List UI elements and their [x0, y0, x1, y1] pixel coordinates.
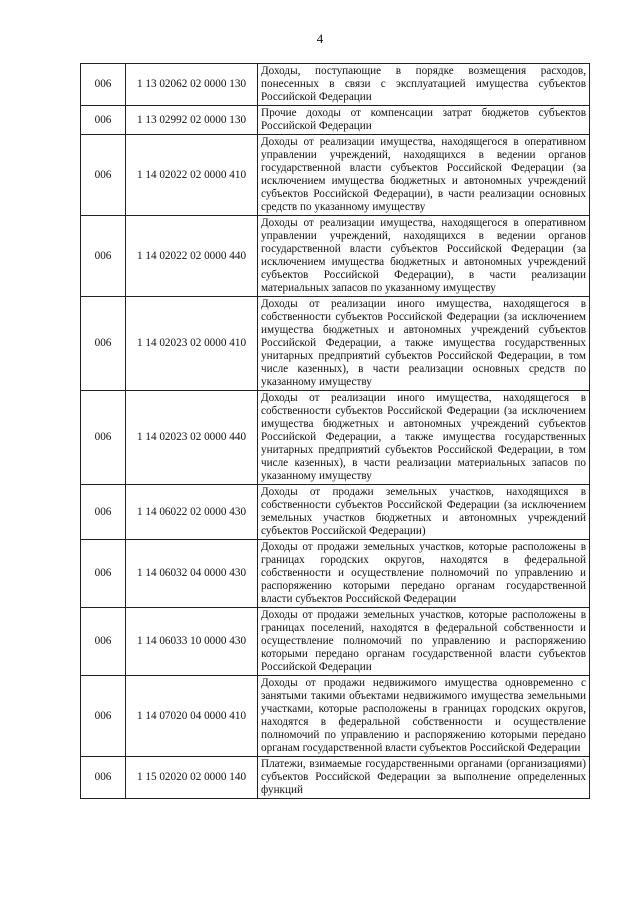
budget-code-cell: 1 14 02022 02 0000 440	[126, 216, 258, 297]
page-number: 4	[316, 31, 324, 46]
admin-code-cell: 006	[81, 608, 126, 676]
table-row	[81, 216, 590, 297]
budget-code-cell: 1 14 02023 02 0000 410	[126, 297, 258, 391]
revenue-description-cell: Доходы от продажи земельных участков, находящихся в собственности субъектов Российской Федерации (за исключением земельных участков бюджетных и автономных учреждений субъектов Российской Федерации)	[258, 485, 590, 540]
admin-code-cell: 006	[81, 106, 126, 135]
admin-code-cell: 006	[81, 64, 126, 106]
revenue-description-cell: Доходы от реализации имущества, находящегося в оперативном управлении учреждений, находящихся в ведении органов государственной власти субъектов Российской Федерации (за исключением имущества бюджетных и автономных учреждений субъектов Российской Федерации), в части реализации основных средств по указанному имуществу	[258, 135, 590, 216]
admin-code-cell: 006	[81, 216, 126, 297]
revenue-description-cell: Доходы, поступающие в порядке возмещения расходов, понесенных в связи с эксплуатацией имущества субъектов Российской Федерации	[258, 64, 590, 106]
budget-code-cell: 1 14 06033 10 0000 430	[126, 608, 258, 676]
table-row	[81, 297, 590, 391]
budget-code-cell: 1 14 02023 02 0000 440	[126, 391, 258, 485]
revenue-description-cell: Доходы от реализации имущества, находящегося в оперативном управлении учреждений, находящихся в ведении органов государственной власти субъектов Российской Федерации (за исключением имущества бюджетных и автономных учреждений субъектов Российской Федерации), в части реализации материальных запасов по указанному имуществу	[258, 216, 590, 297]
budget-code-cell: 1 14 07020 04 0000 410	[126, 676, 258, 757]
admin-code-cell: 006	[81, 135, 126, 216]
table-row	[81, 540, 590, 608]
admin-code-cell: 006	[81, 676, 126, 757]
table-body	[81, 64, 590, 799]
revenue-description-cell: Доходы от реализации иного имущества, находящегося в собственности субъектов Российской Федерации (за исключением имущества бюджетных и автономных учреждений субъектов Российской Федерации, а также имущества государственных унитарных предприятий субъектов Российской Федерации, в том числе казенных), в части реализации основных средств по указанному имуществу	[258, 297, 590, 391]
table-row	[81, 106, 590, 135]
admin-code-cell: 006	[81, 297, 126, 391]
table-row	[81, 135, 590, 216]
budget-code-cell: 1 14 02022 02 0000 410	[126, 135, 258, 216]
admin-code-cell: 006	[81, 757, 126, 799]
admin-code-cell: 006	[81, 540, 126, 608]
table-row	[81, 64, 590, 106]
table-row	[81, 757, 590, 799]
admin-code-cell: 006	[81, 485, 126, 540]
admin-code-cell: 006	[81, 391, 126, 485]
table-row	[81, 391, 590, 485]
table-row	[81, 676, 590, 757]
budget-code-cell: 1 14 06022 02 0000 430	[126, 485, 258, 540]
revenue-description-cell: Доходы от реализации иного имущества, находящегося в собственности субъектов Российской Федерации (за исключением имущества бюджетных и автономных учреждений субъектов Российской Федерации, а также имущества государственных унитарных предприятий субъектов Российской Федерации, в том числе казенных), в части реализации материальных запасов по указанному имуществу	[258, 391, 590, 485]
budget-code-cell: 1 13 02992 02 0000 130	[126, 106, 258, 135]
table-row	[81, 608, 590, 676]
table-row	[81, 485, 590, 540]
revenue-description-cell: Доходы от продажи земельных участков, которые расположены в границах городских округов, находятся в федеральной собственности и осуществление полномочий по управлению и распоряжению которыми передано органам государственной власти субъектов Российской Федерации	[258, 540, 590, 608]
budget-code-cell: 1 15 02020 02 0000 140	[126, 757, 258, 799]
revenue-description-cell: Платежи, взимаемые государственными органами (организациями) субъектов Российской Федерации за выполнение определенных функций	[258, 757, 590, 799]
budget-code-cell: 1 13 02062 02 0000 130	[126, 64, 258, 106]
revenue-description-cell: Прочие доходы от компенсации затрат бюджетов субъектов Российской Федерации	[258, 106, 590, 135]
revenue-description-cell: Доходы от продажи недвижимого имущества одновременно с занятыми такими объектами недвижимого имущества земельными участками, которые расположены в границах городских округов, находятся в федеральной собственности и осуществление полномочий по управлению и распоряжению которыми передано органам государственной власти субъектов Российской Федерации	[258, 676, 590, 757]
budget-code-cell: 1 14 06032 04 0000 430	[126, 540, 258, 608]
revenue-description-cell: Доходы от продажи земельных участков, которые расположены в границах поселений, находятся в федеральной собственности и осуществление полномочий по управлению и распоряжению которыми передано органам государственной власти субъектов Российской Федерации	[258, 608, 590, 676]
revenue-codes-table	[80, 63, 590, 799]
